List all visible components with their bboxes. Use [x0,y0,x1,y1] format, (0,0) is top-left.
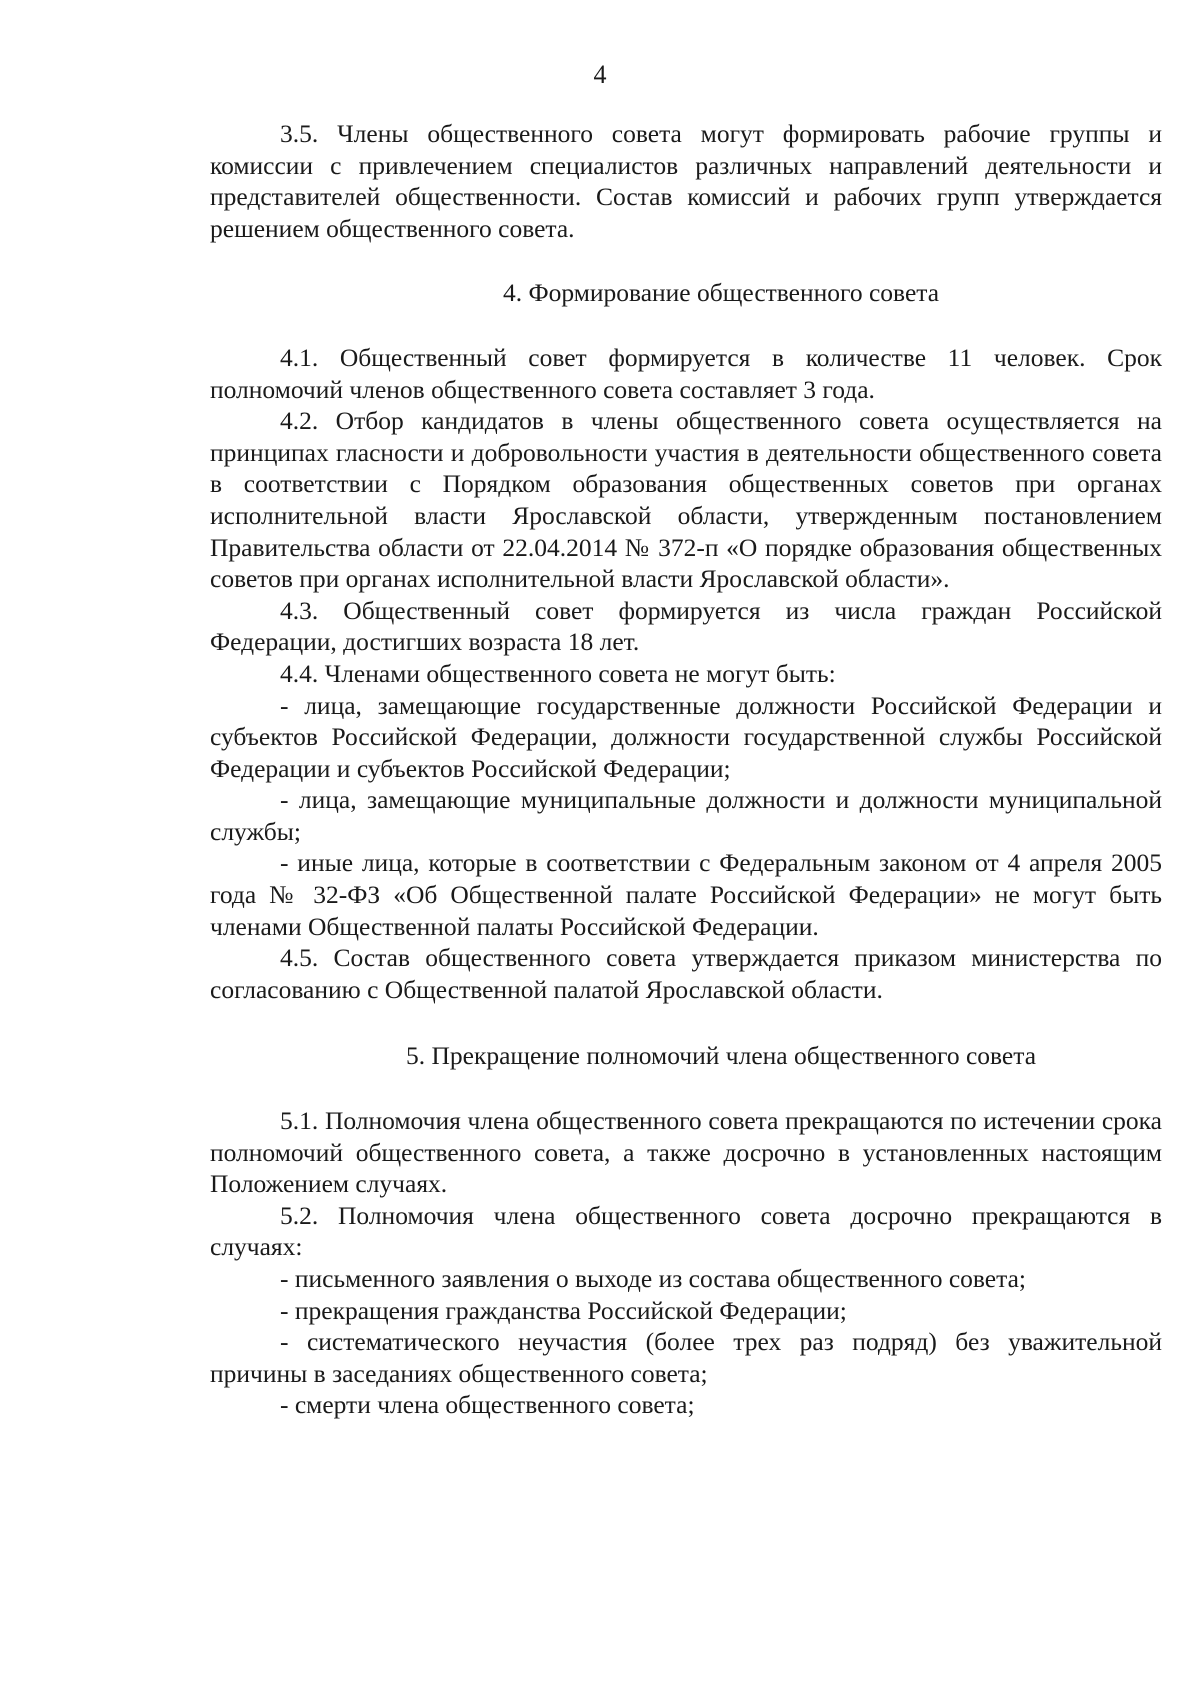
paragraph-4-5: 4.5. Состав общественного совета утверждается приказом министерства по согласованию с Общественной палатой Ярославской области. [210,943,1162,1004]
document-body [210,118,1162,1421]
paragraph-4-3: 4.3. Общественный совет формируется из числа граждан Российской Федерации, достигших возраста 18 лет. [210,595,1162,657]
section-5-heading: 5. Прекращение полномочий члена общественного совета [405,1041,1037,1071]
list-item-5-2-d: - смерти члена общественного совета; [280,1390,695,1420]
list-item-4-4-a: - лица, замещающие государственные должности Российской Федерации и субъектов Российской Федерации, должности государственной службы Российской Федерации и субъектов Российской Федерации; [210,690,1162,783]
paragraph-4-4: 4.4. Членами общественного совета не могут быть: [280,658,836,688]
paragraph-5-1: 5.1. Полномочия члена общественного совета прекращаются по истечении срока полномочий общественного совета, а также досрочно в установленных настоящим Положением случаях. [210,1106,1162,1199]
list-item-5-2-b: - прекращения гражданства Российской Федерации; [280,1295,847,1325]
list-item-5-2-a: - письменного заявления о выходе из состава общественного совета; [280,1264,1026,1293]
list-item-4-4-c: - иные лица, которые в соответствии с Федеральным законом от 4 апреля 2005 года № 32-ФЗ «Об Общественной палате Российской Федерации» не могут быть членами Общественной палаты Российской Федерации. [210,848,1162,941]
page-number: 4 [593,60,607,89]
section-4-heading: 4. Формирование общественного совета [502,278,940,308]
paragraph-4-2: 4.2. Отбор кандидатов в члены общественного совета осуществляется на принципах гласности и добровольности участия в деятельности общественного совета в соответствии с Порядком образования общественных советов при органах исполнительной власти Ярославской области, утвержденным постановлением Правительства области от 22.04.2014 № 372-п «О порядке образования общественных советов при органах исполнительной власти Ярославской области». [210,406,1162,594]
paragraph-5-2: 5.2. Полномочия члена общественного совета досрочно прекращаются в случаях: [210,1200,1162,1262]
paragraph-3-5: 3.5. Члены общественного совета могут формировать рабочие группы и комиссии с привлечением специалистов различных направлений деятельности и представителей общественности. Состав комиссий и рабочих групп утверждается решением общественного совета. [210,119,1162,243]
list-item-4-4-b: - лица, замещающие муниципальные должности и должности муниципальной службы; [210,785,1162,846]
list-item-5-2-c: - систематического неучастия (более трех раз подряд) без уважительной причины в заседаниях общественного совета; [210,1327,1162,1388]
paragraph-4-1: 4.1. Общественный совет формируется в количестве 11 человек. Срок полномочий членов общественного совета составляет 3 года. [210,342,1162,404]
